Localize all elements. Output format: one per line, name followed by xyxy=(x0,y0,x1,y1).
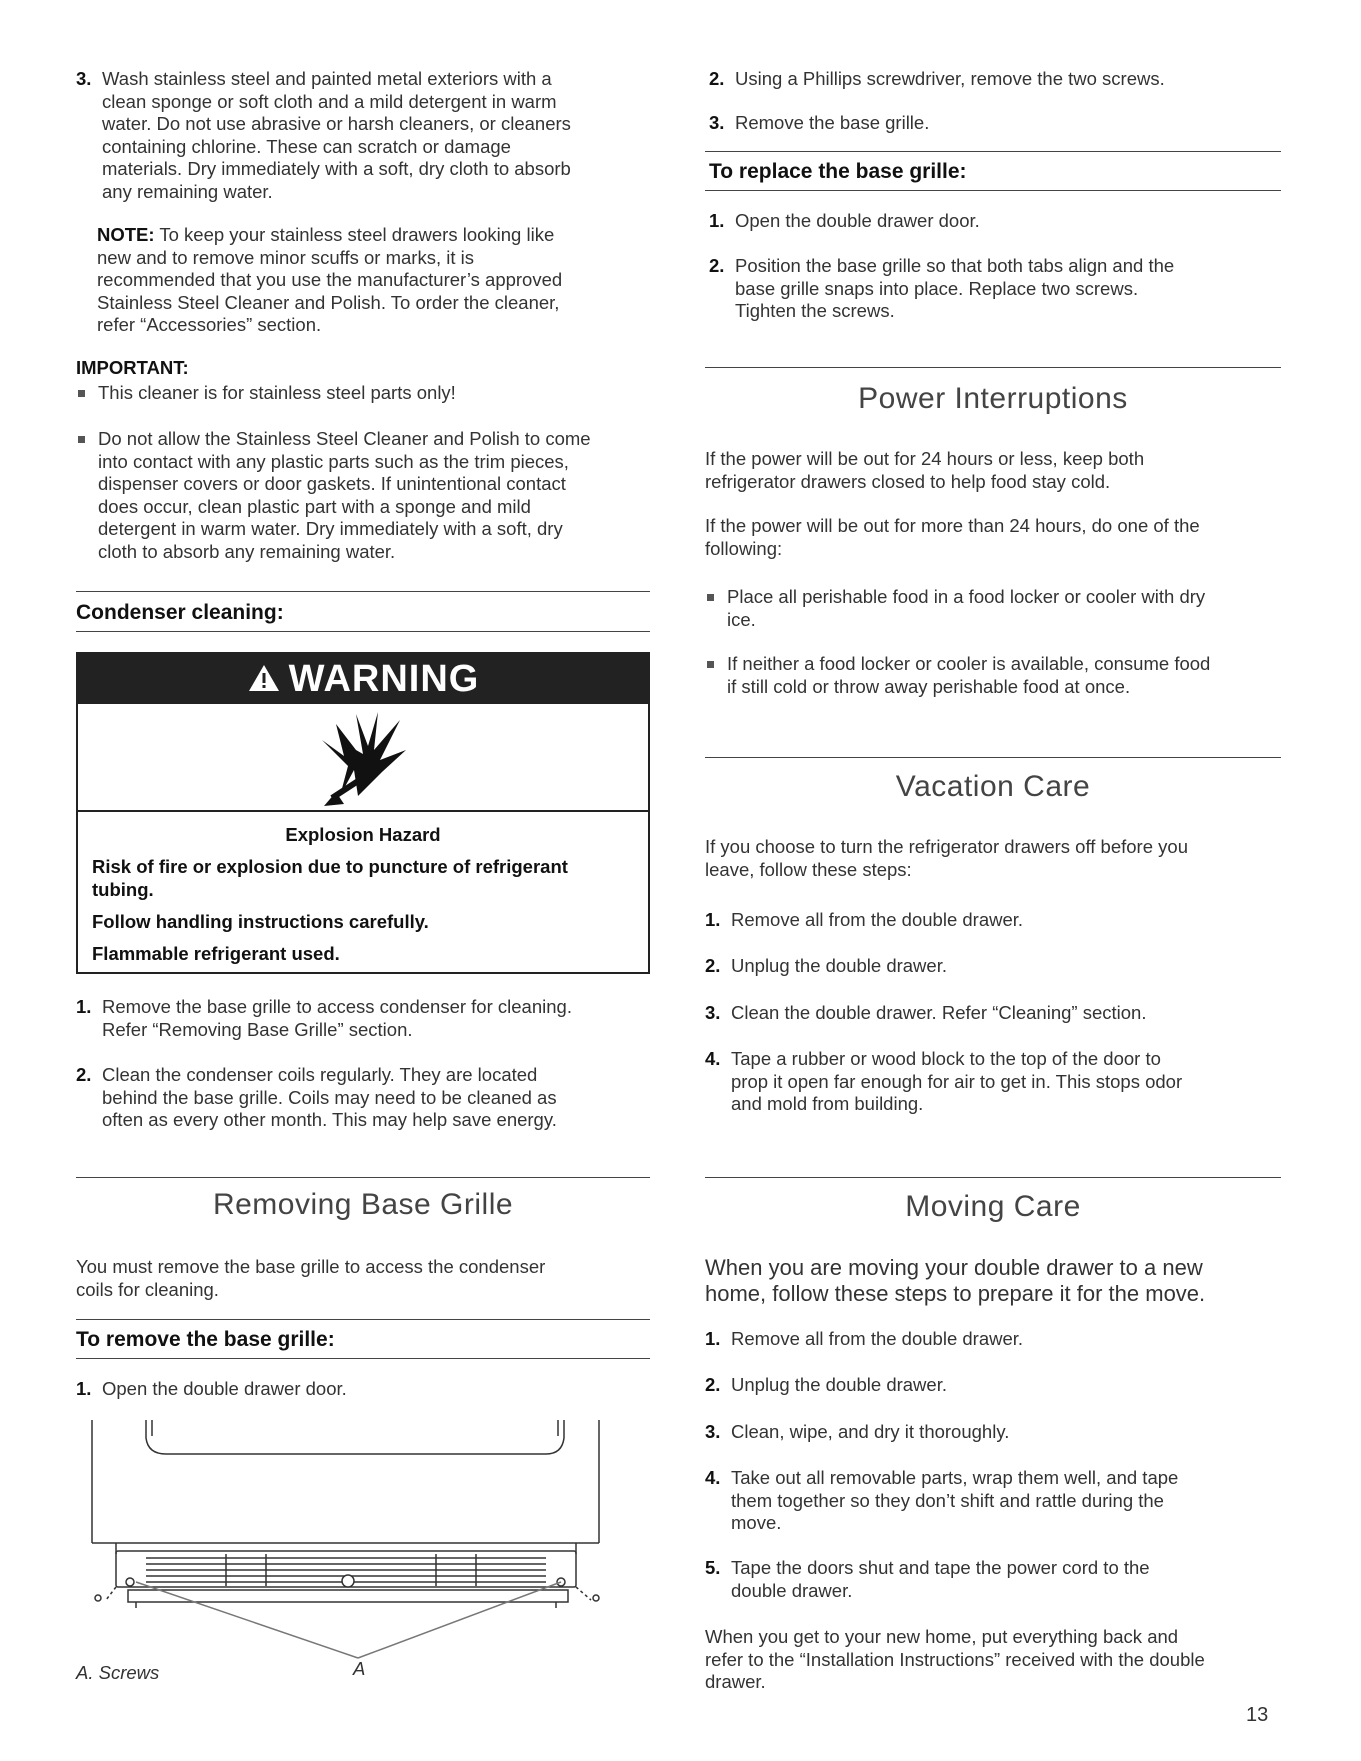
important-bullet xyxy=(76,428,678,563)
wash-line: water. Do not use abrasive or harsh cleaners, or cleaners xyxy=(102,113,571,134)
moving-step xyxy=(705,1374,1311,1397)
moving-step xyxy=(705,1421,1311,1444)
bullet-square-icon xyxy=(707,661,714,668)
step-line: double drawer. xyxy=(731,1579,853,1601)
step-number: 2. xyxy=(709,255,725,276)
step-text: Open the double drawer door. xyxy=(102,1378,347,1399)
hazard-line: Follow handling instructions carefully. xyxy=(92,911,429,932)
wash-line: clean sponge or soft cloth and a mild detergent in warm xyxy=(102,90,557,112)
condenser-step xyxy=(76,996,682,1041)
important-bullet xyxy=(76,382,678,405)
divider xyxy=(705,1177,1281,1178)
replace-step xyxy=(709,255,1315,323)
condenser-step xyxy=(76,1064,682,1132)
remove-step xyxy=(76,1378,682,1401)
base-grille-illustration xyxy=(76,1418,636,1683)
moving-step xyxy=(705,1328,1311,1351)
bullet-line: if still cold or throw away perishable food at once. xyxy=(727,675,1131,697)
bullet-line: dispenser covers or door gaskets. If unintentional contact xyxy=(98,473,566,494)
step-line: base grille snaps into place. Replace two screws. xyxy=(735,277,1139,299)
step-line: Refer “Removing Base Grille” section. xyxy=(102,1018,413,1040)
paragraph-line: If the power will be out for 24 hours or less, keep both xyxy=(705,448,1145,469)
hazard-title: Explosion Hazard xyxy=(285,824,441,845)
moving-outro xyxy=(705,1626,1285,1694)
warning-header xyxy=(78,654,648,704)
step-line: prop it open far enough for air to get in. This stops odor xyxy=(731,1070,1183,1092)
divider xyxy=(705,367,1281,368)
step-number: 3. xyxy=(705,1421,721,1442)
step-number: 5. xyxy=(705,1557,721,1578)
paragraph-line: When you are moving your double drawer to a new xyxy=(705,1255,1203,1280)
warning-triangle-icon xyxy=(247,656,281,706)
vacation-step xyxy=(705,1002,1311,1025)
wash-line: materials. Dry immediately with a soft, dry cloth to absorb xyxy=(102,158,571,179)
step-line: Open the double drawer door. xyxy=(735,210,980,231)
remove-step xyxy=(709,68,1315,91)
divider xyxy=(705,757,1281,758)
remove-grille-heading: To remove the base grille: xyxy=(76,1328,335,1351)
bullet-line: Place all perishable food in a food locker or cooler with dry xyxy=(727,586,1206,607)
vacation-care-title: Vacation Care xyxy=(895,770,1091,803)
bullet-line: If neither a food locker or cooler is available, consume food xyxy=(727,653,1211,674)
step-line: often as every other month. This may help save energy. xyxy=(102,1109,557,1130)
vacation-step xyxy=(705,955,1311,978)
step-number: 2. xyxy=(709,68,725,89)
remove-step xyxy=(709,112,1315,135)
step-text: Using a Phillips screwdriver, remove the two screws. xyxy=(735,68,1165,89)
step-text: Remove the base grille. xyxy=(735,112,930,133)
step-line: Tape the doors shut and tape the power cord to the xyxy=(731,1557,1150,1578)
step-number: 1. xyxy=(76,1378,92,1399)
divider xyxy=(76,1358,650,1359)
step-line: Tighten the screws. xyxy=(735,300,895,321)
paragraph-line: When you get to your new home, put everything back and xyxy=(705,1626,1179,1647)
important-label: IMPORTANT: xyxy=(76,357,189,378)
step-line: Clean, wipe, and dry it thoroughly. xyxy=(731,1421,1010,1442)
replace-grille-heading: To replace the base grille: xyxy=(709,160,967,183)
page-number: 13 xyxy=(1246,1704,1269,1726)
wash-line: Wash stainless steel and painted metal exteriors with a xyxy=(102,68,552,89)
step-number: 3. xyxy=(705,1002,721,1023)
step-number: 1. xyxy=(705,1328,721,1349)
step-line: Remove all from the double drawer. xyxy=(731,1328,1024,1349)
vacation-step xyxy=(705,909,1311,932)
explosion-icon xyxy=(318,710,408,811)
bullet-line: detergent in warm water. Dry immediately with a soft, dry xyxy=(98,518,563,539)
moving-step xyxy=(705,1467,1311,1535)
moving-intro xyxy=(705,1255,1285,1307)
hazard-text xyxy=(92,856,642,901)
note-line: Stainless Steel Cleaner and Polish. To order the cleaner, xyxy=(97,291,560,313)
vacation-step xyxy=(705,1048,1311,1116)
bullet-square-icon xyxy=(78,436,85,443)
step-number: 1. xyxy=(705,909,721,930)
step-line: Clean the double drawer. Refer “Cleaning” section. xyxy=(731,1002,1147,1023)
step-number: 1. xyxy=(709,210,725,231)
bullet-line: ice. xyxy=(727,608,756,630)
note-label: NOTE: xyxy=(97,224,155,245)
paragraph-line: refrigerator drawers closed to help food stay cold. xyxy=(705,470,1111,492)
step-number: 2. xyxy=(76,1064,92,1085)
bullet-line: does occur, clean plastic part with a sponge and mild xyxy=(98,495,531,517)
step-number: 3. xyxy=(76,68,92,89)
step-line: Unplug the double drawer. xyxy=(731,1374,947,1395)
step-line: Remove the base grille to access condenser for cleaning. xyxy=(102,996,572,1017)
divider xyxy=(76,591,650,592)
note-line: recommended that you use the manufacturer’s approved xyxy=(97,269,563,290)
divider xyxy=(705,151,1281,152)
warning-separator xyxy=(78,810,648,812)
step-line: them together so they don’t shift and rattle during the xyxy=(731,1489,1164,1511)
power-interruptions-title: Power Interruptions xyxy=(858,382,1128,415)
hazard-line: tubing. xyxy=(92,878,154,900)
step-number: 2. xyxy=(705,955,721,976)
hazard-line: Flammable refrigerant used. xyxy=(92,943,340,964)
step-line: move. xyxy=(731,1512,782,1533)
bullet-square-icon xyxy=(707,594,714,601)
intro-line: You must remove the base grille to access the condenser xyxy=(76,1256,546,1277)
bullet-line: into contact with any plastic parts such as the trim pieces, xyxy=(98,450,569,472)
divider xyxy=(705,190,1281,191)
paragraph-line: If the power will be out for more than 24 hours, do one of the xyxy=(705,515,1200,536)
divider xyxy=(76,1319,650,1320)
note-paragraph xyxy=(97,224,657,337)
wash-line: containing chlorine. These can scratch or damage xyxy=(102,135,511,157)
figure-caption: A. Screws xyxy=(76,1662,160,1683)
paragraph-line: drawer. xyxy=(705,1671,766,1692)
power-bullet xyxy=(705,586,1307,631)
note-line: new and to remove minor scuffs or marks, it is xyxy=(97,246,474,268)
paragraph-line: If you choose to turn the refrigerator drawers off before you xyxy=(705,836,1188,857)
figure-callout-label: A xyxy=(353,1658,366,1679)
removing-base-grille-title: Removing Base Grille xyxy=(212,1188,514,1221)
warning-box xyxy=(76,652,650,974)
wash-exteriors-step xyxy=(76,68,672,203)
bullet-text: This cleaner is for stainless steel parts only! xyxy=(98,382,456,403)
hazard-line: Risk of fire or explosion due to puncture of refrigerant xyxy=(92,856,568,877)
power-bullet xyxy=(705,653,1307,698)
divider xyxy=(76,631,650,632)
bullet-line: Do not allow the Stainless Steel Cleaner and Polish to come xyxy=(98,428,591,449)
step-number: 1. xyxy=(76,996,92,1017)
step-line: Unplug the double drawer. xyxy=(731,955,947,976)
paragraph-line: home, follow these steps to prepare it for the move. xyxy=(705,1281,1206,1306)
step-line: Take out all removable parts, wrap them well, and tape xyxy=(731,1467,1179,1488)
step-line: behind the base grille. Coils may need to be cleaned as xyxy=(102,1086,557,1108)
note-line: To keep your stainless steel drawers looking like xyxy=(154,224,555,245)
step-number: 3. xyxy=(709,112,725,133)
power-paragraph xyxy=(705,448,1285,493)
step-number: 4. xyxy=(705,1048,721,1069)
step-line: Remove all from the double drawer. xyxy=(731,909,1024,930)
intro-line: coils for cleaning. xyxy=(76,1278,219,1300)
step-line: Position the base grille so that both tabs align and the xyxy=(735,255,1175,276)
condenser-heading: Condenser cleaning: xyxy=(76,601,284,624)
step-line: Clean the condenser coils regularly. They are located xyxy=(102,1064,538,1085)
paragraph-line: following: xyxy=(705,537,783,559)
wash-line: any remaining water. xyxy=(102,180,273,202)
bullet-line: cloth to absorb any remaining water. xyxy=(98,540,396,562)
power-paragraph xyxy=(705,515,1285,560)
step-line: and mold from building. xyxy=(731,1093,924,1114)
step-number: 2. xyxy=(705,1374,721,1395)
paragraph-line: refer to the “Installation Instructions” received with the double xyxy=(705,1648,1205,1670)
step-line: Tape a rubber or wood block to the top of the door to xyxy=(731,1048,1161,1069)
paragraph-line: leave, follow these steps: xyxy=(705,858,912,880)
removing-intro xyxy=(76,1256,656,1301)
vacation-intro xyxy=(705,836,1285,881)
step-number: 4. xyxy=(705,1467,721,1488)
replace-step xyxy=(709,210,1315,233)
moving-care-title: Moving Care xyxy=(905,1190,1081,1223)
note-line: refer “Accessories” section. xyxy=(97,314,322,335)
divider xyxy=(76,1177,650,1178)
warning-title: WARNING xyxy=(288,658,480,700)
bullet-square-icon xyxy=(78,390,85,397)
moving-step xyxy=(705,1557,1311,1602)
